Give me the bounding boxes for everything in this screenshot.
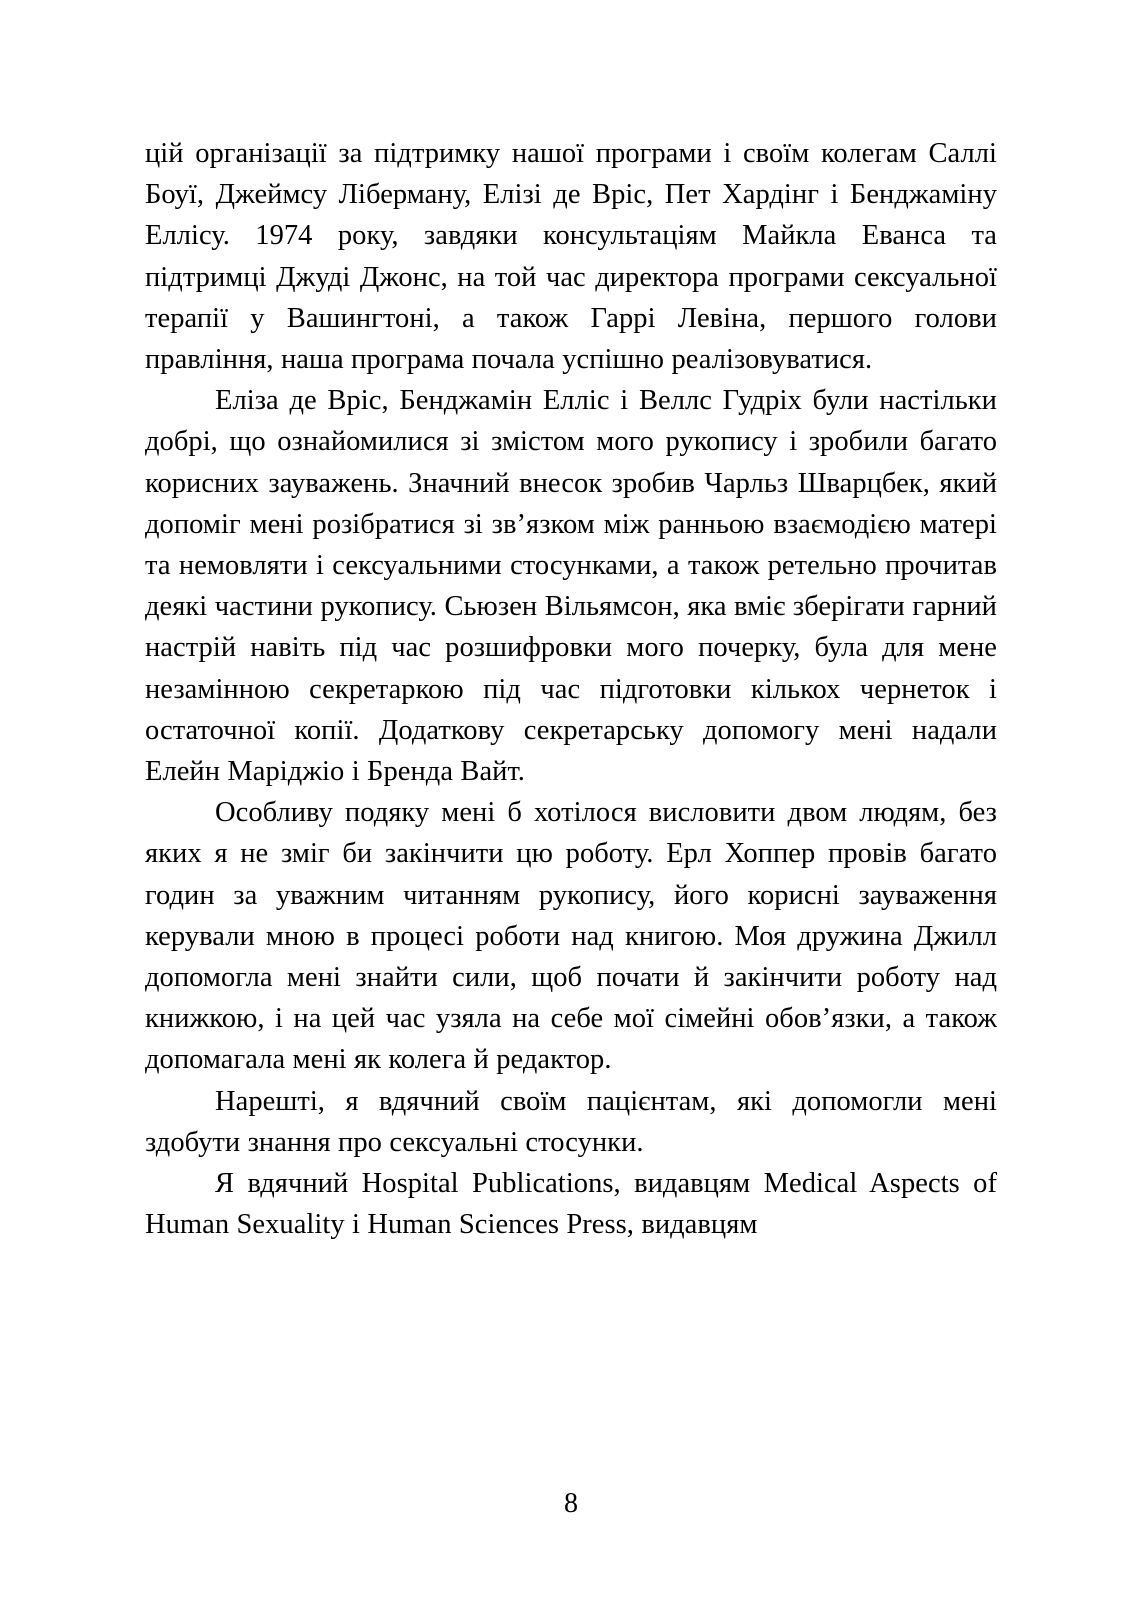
paragraph-3: Особливу подяку мені б хотілося висловити двом людям, без яких я не зміг би закінчити цю роботу. Ерл Хоппер провів багато годин за уважним читанням рукопису, його корисні зауваження керували мною в процесі роботи над книгою. Моя дружина Джилл допомогла мені знайти сили, щоб почати й закінчити роботу над книжкою, і на цей час узяла на себе мої сімейні обов’язки, а також допомагала мені як колега й редактор. — [145, 797, 997, 1076]
paragraph-2: Еліза де Вріс, Бенджамін Елліс і Веллс Гудріх були настільки добрі, що ознайомилися зі змістом мого рукопису і зробили багато корисних зауважень. Значний внесок зробив Чарльз Шварцбек, який допоміг мені розібратися зі зв’язком між ранньою взаємодією матері та немовляти і сексуальними стосунками, а також ретельно прочитав деякі частини рукопису. Сьюзен Вільямсон, яка вміє зберігати гарний настрій навіть під час розшифровки мого почерку, була для мене незамінною секретаркою під час підготовки кількох чернеток і остаточної копії. Додаткову секретарську допомогу мені надали Елейн Маріджіо і Бренда Вайт. — [145, 385, 997, 788]
paragraph-4: Нарешті, я вдячний своїм пацієнтам, які допомогли мені здобути знання про сексуальні стосунки. — [145, 1085, 997, 1158]
paragraph-continuation: цій організації за підтримку нашої програми і своїм колегам Саллі Боуї, Джеймсу Ліберману, Елізі де Вріс, Пет Хардінг і Бенджаміну Еллісу. 1974 року, завдяки консультаціям Майкла Еванса та підтримці Джуді Джонс, на той час директора програми сексуальної терапії у Вашингтоні, а також Гаррі Левіна, першого голови правління, наша програма почала успішно реалізовуватися. — [145, 138, 997, 376]
page-text-column — [145, 133, 997, 1245]
paragraph-5: Я вдячний Hospital Publications, видавцям Medical Aspects of Human Sexuality і Human Sciences Press, видавцям — [145, 1168, 997, 1241]
page-number: 8 — [564, 1488, 578, 1519]
